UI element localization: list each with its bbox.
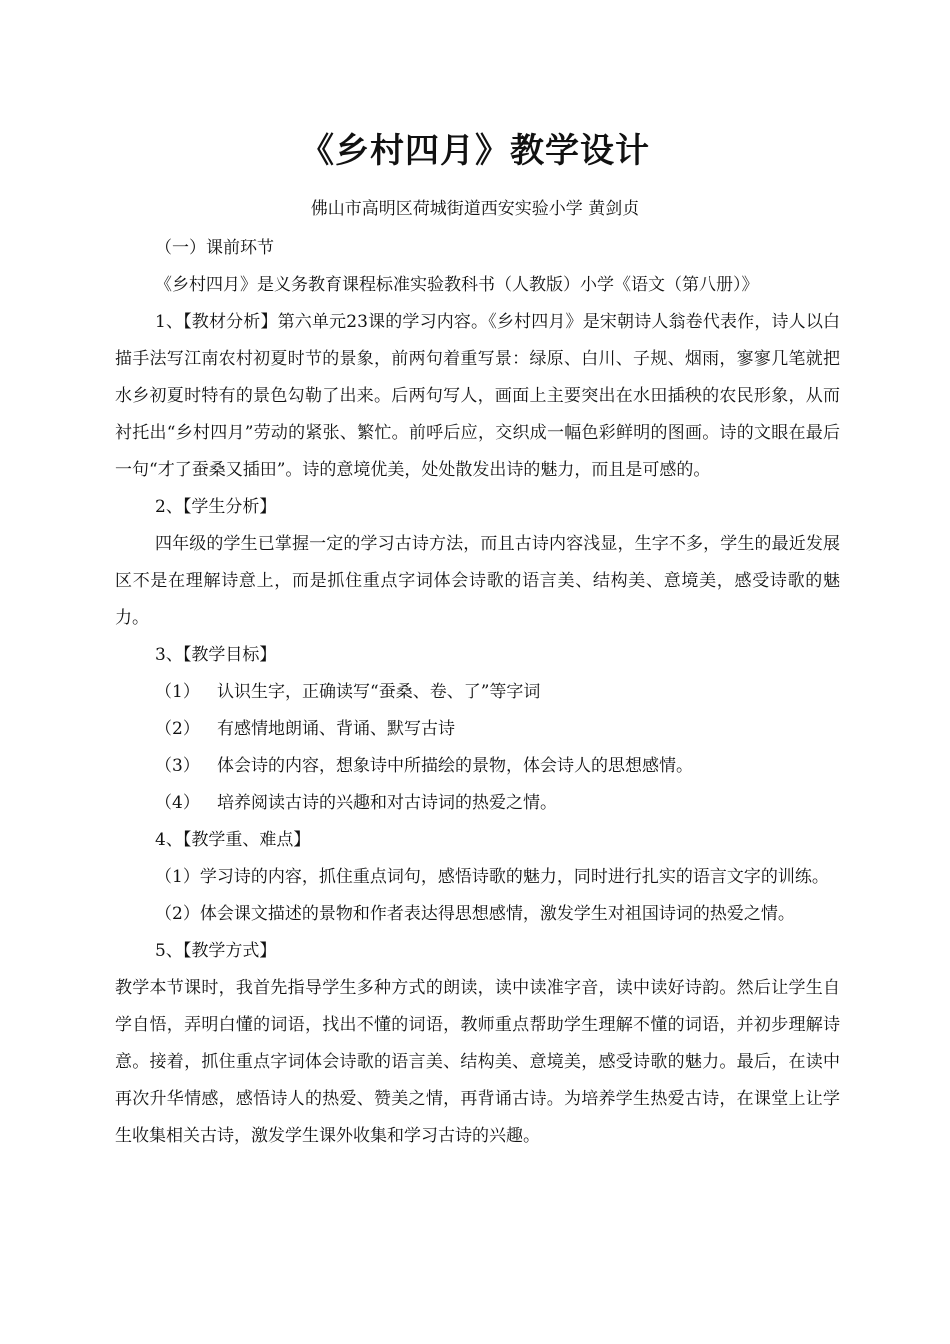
list-item: [115, 674, 840, 711]
student-analysis-paragraph: 四年级的学生已掌握一定的学习古诗方法，而且古诗内容浅显，生字不多，学生的最近发展区不是在理解诗意上，而是抓住重点字词体会诗歌的语言美、结构美、意境美，感受诗歌的魅力。: [115, 534, 840, 628]
key-point-1: （1）学习诗的内容，抓住重点词句，感悟诗歌的魅力，同时进行扎实的语言文字的训练。: [155, 867, 829, 887]
document-body: [115, 230, 840, 1155]
list-item-text: 有感情地朗诵、背诵、默写古诗: [217, 719, 455, 739]
list-item-text: 认识生字，正确读写“蚕桑、卷、了”等字词: [217, 682, 541, 702]
author-line: 佛山市高明区荷城街道西安实验小学 黄剑贞: [310, 199, 640, 219]
teaching-goals-heading: 3、【教学目标】: [155, 645, 277, 665]
list-item-number: （3）: [155, 756, 200, 776]
list-item: [115, 748, 840, 785]
list-item-number: （4）: [155, 793, 200, 813]
intro-paragraph: 《乡村四月》是义务教育课程标准实验教科书（人教版）小学《语文（第八册）》: [155, 275, 759, 295]
teaching-method-paragraph: 教学本节课时，我首先指导学生多种方式的朗读，读中读准字音，读中读好诗韵。然后让学生自学自悟，弄明白懂的词语，找出不懂的词语，教师重点帮助学生理解不懂的词语，并初步理解诗意。接着，抓住重点字词体会诗歌的语言美、结构美、意境美，感受诗歌的魅力。最后，在读中再次升华情感，感悟诗人的热爱、赞美之情，再背诵古诗。为培养学生热爱古诗，在课堂上让学生收集相关古诗，激发学生课外收集和学习古诗的兴趣。: [115, 978, 840, 1146]
section-heading-pre-class: （一）课前环节: [155, 238, 274, 258]
key-points-heading: 4、【教学重、难点】: [155, 830, 311, 850]
student-analysis-heading: 2、【学生分析】: [155, 497, 277, 517]
list-item: [115, 785, 840, 822]
list-item-text: 体会诗的内容，想象诗中所描绘的景物，体会诗人的思想感情。: [217, 756, 693, 776]
list-item-number: （2）: [155, 719, 200, 739]
teaching-method-heading: 5、【教学方式】: [155, 941, 277, 961]
key-point-2: （2）体会课文描述的景物和作者表达得思想感情，激发学生对祖国诗词的热爱之情。: [155, 904, 795, 924]
document-title: 《乡村四月》教学设计: [300, 131, 650, 171]
list-item-text: 培养阅读古诗的兴趣和对古诗词的热爱之情。: [217, 793, 557, 813]
list-item-number: （1）: [155, 682, 200, 702]
list-item: [115, 711, 840, 748]
material-analysis-paragraph: 1、【教材分析】第六单元23课的学习内容。《乡村四月》是宋朝诗人翁卷代表作，诗人以白描手法写江南农村初夏时节的景象，前两句着重写景：绿原、白川、子规、烟雨，寥寥几笔就把水乡初夏时特有的景色勾勒了出来。后两句写人，画面上主要突出在水田插秧的农民形象，从而衬托出“乡村四月”劳动的紧张、繁忙。前呼后应，交织成一幅色彩鲜明的图画。诗的文眼在最后一句“才了蚕桑又插田”。诗的意境优美，处处散发出诗的魅力，而且是可感的。: [115, 312, 840, 480]
teaching-goals-list: [115, 674, 840, 822]
